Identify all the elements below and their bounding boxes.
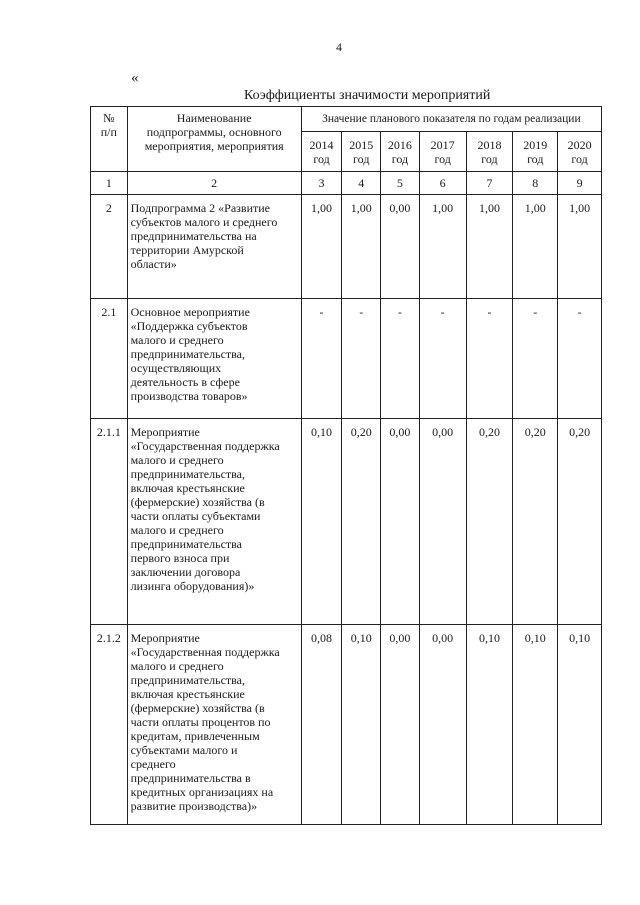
row-name-line: Подпрограмма 2 «Развитие [130, 201, 270, 215]
row-value: 0,20 [342, 419, 381, 625]
row-name [127, 419, 301, 625]
year-label: 2020 [567, 137, 592, 152]
row-name-line: предпринимательства [130, 537, 242, 551]
header-name [127, 107, 301, 172]
column-index: 4 [342, 172, 381, 195]
header-year-2016 [381, 132, 420, 172]
row-name-line: «Поддержка субъектов [130, 319, 248, 333]
row-value: 0,20 [558, 419, 602, 625]
row-value: 0,10 [301, 419, 342, 625]
row-name-line: малого и среднего [130, 333, 224, 347]
row-name-line: Основное мероприятие [130, 305, 250, 319]
row-name-line: предпринимательства, [130, 347, 245, 361]
row-name-line: «Государственная поддержка [130, 645, 280, 659]
row-name-line: осуществляющих [130, 361, 222, 375]
column-index: 9 [558, 172, 602, 195]
header-year-2020 [558, 132, 602, 172]
opening-quote-mark: « [131, 70, 139, 86]
row-value: 0,00 [419, 625, 466, 825]
row-name-line: (фермерские) хозяйства (в [130, 495, 265, 509]
header-name-line: мероприятия, мероприятия [144, 139, 284, 153]
row-name-line: части оплаты процентов по [130, 715, 271, 729]
row-name-line: малого и среднего [130, 453, 224, 467]
year-unit: год [313, 151, 330, 166]
header-year-2019 [513, 132, 558, 172]
row-value: 1,00 [301, 195, 342, 299]
row-value: 0,10 [513, 625, 558, 825]
table-row [91, 195, 602, 299]
row-value: - [466, 299, 513, 419]
year-unit: год [481, 151, 498, 166]
coefficients-table [90, 106, 602, 825]
row-value: 0,00 [381, 419, 420, 625]
row-name-line: среднего [130, 757, 176, 771]
row-name-line: субъектами малого и [130, 743, 238, 757]
page-number: 4 [336, 40, 342, 54]
row-name-line: лизинга оборудования)» [130, 579, 255, 593]
row-value: 1,00 [342, 195, 381, 299]
row-name-line: (фермерские) хозяйства (в [130, 701, 265, 715]
row-value: 0,10 [466, 625, 513, 825]
row-name-line: малого и среднего [130, 523, 224, 537]
row-value: 1,00 [558, 195, 602, 299]
column-index: 6 [419, 172, 466, 195]
row-number: 2.1.1 [91, 419, 128, 625]
header-year-2015 [342, 132, 381, 172]
year-label: 2015 [349, 137, 374, 152]
row-name-line: кредитных организациях на [130, 785, 274, 799]
row-name-line: включая крестьянские [130, 481, 245, 495]
year-unit: год [353, 151, 370, 166]
header-year-2014 [301, 132, 342, 172]
row-name-line: предпринимательства на [130, 229, 257, 243]
row-value: 0,00 [381, 195, 420, 299]
row-value: - [381, 299, 420, 419]
row-value: - [558, 299, 602, 419]
column-index-row [91, 172, 602, 195]
row-name-line: деятельность в сфере [130, 375, 240, 389]
row-name [127, 195, 301, 299]
row-name-line: включая крестьянские [130, 687, 245, 701]
header-name-line: Наименование [176, 111, 252, 125]
row-name-line: малого и среднего [130, 659, 224, 673]
row-value: - [301, 299, 342, 419]
year-label: 2014 [309, 137, 334, 152]
table-row [91, 419, 602, 625]
year-unit: год [571, 151, 588, 166]
header-row [91, 107, 602, 132]
row-value: 0,00 [419, 419, 466, 625]
row-value: 1,00 [419, 195, 466, 299]
header-name-line: подпрограммы, основного [146, 125, 282, 139]
column-index: 7 [466, 172, 513, 195]
row-name-line: территории Амурской [130, 243, 244, 257]
table-row [91, 299, 602, 419]
year-label: 2018 [477, 137, 502, 152]
row-name-line: производства товаров» [130, 389, 248, 403]
row-name-line: «Государственная поддержка [130, 439, 280, 453]
row-value: 0,10 [558, 625, 602, 825]
header-year-2018 [466, 132, 513, 172]
column-index: 2 [127, 172, 301, 195]
row-value: 1,00 [513, 195, 558, 299]
row-name-line: предпринимательства, [130, 467, 245, 481]
row-value: 0,08 [301, 625, 342, 825]
row-name-line: Мероприятие [130, 631, 200, 645]
row-value: 0,20 [513, 419, 558, 625]
row-name-line: предпринимательства, [130, 673, 245, 687]
row-value: - [419, 299, 466, 419]
row-name-line: предпринимательства в [130, 771, 251, 785]
row-name [127, 299, 301, 419]
header-number-line: № [103, 111, 115, 125]
header-year-2017 [419, 132, 466, 172]
row-value: 1,00 [466, 195, 513, 299]
row-name-line: Мероприятие [130, 425, 200, 439]
header-number-line: п/п [100, 125, 117, 139]
year-label: 2016 [387, 137, 412, 152]
column-index: 5 [381, 172, 420, 195]
year-unit: год [391, 151, 409, 166]
column-index: 1 [91, 172, 128, 195]
row-name-line: первого взноса при [130, 551, 230, 565]
row-name-line: развитие производства)» [130, 799, 258, 813]
year-label: 2017 [430, 137, 455, 152]
header-plan-values: Значение планового показателя по годам реализации [301, 107, 601, 132]
row-number: 2 [91, 195, 128, 299]
row-value: 0,20 [466, 419, 513, 625]
row-name-line: субъектов малого и среднего [130, 215, 278, 229]
year-label: 2019 [523, 137, 548, 152]
row-name-line: заключении договора [130, 565, 241, 579]
row-number: 2.1 [91, 299, 128, 419]
table-row [91, 625, 602, 825]
row-value: 0,10 [342, 625, 381, 825]
row-name [127, 625, 301, 825]
row-value: - [342, 299, 381, 419]
row-name-line: кредитам, привлеченным [130, 729, 260, 743]
row-name-line: части оплаты субъектами [130, 509, 261, 523]
row-name-line: области» [130, 257, 177, 271]
row-value: 0,00 [381, 625, 420, 825]
row-value: - [513, 299, 558, 419]
year-unit: год [434, 151, 451, 166]
column-index: 8 [513, 172, 558, 195]
header-number [91, 107, 128, 172]
document-title: Коэффициенты значимости мероприятий [244, 88, 491, 103]
row-number: 2.1.2 [91, 625, 128, 825]
column-index: 3 [301, 172, 342, 195]
year-unit: год [527, 151, 544, 166]
